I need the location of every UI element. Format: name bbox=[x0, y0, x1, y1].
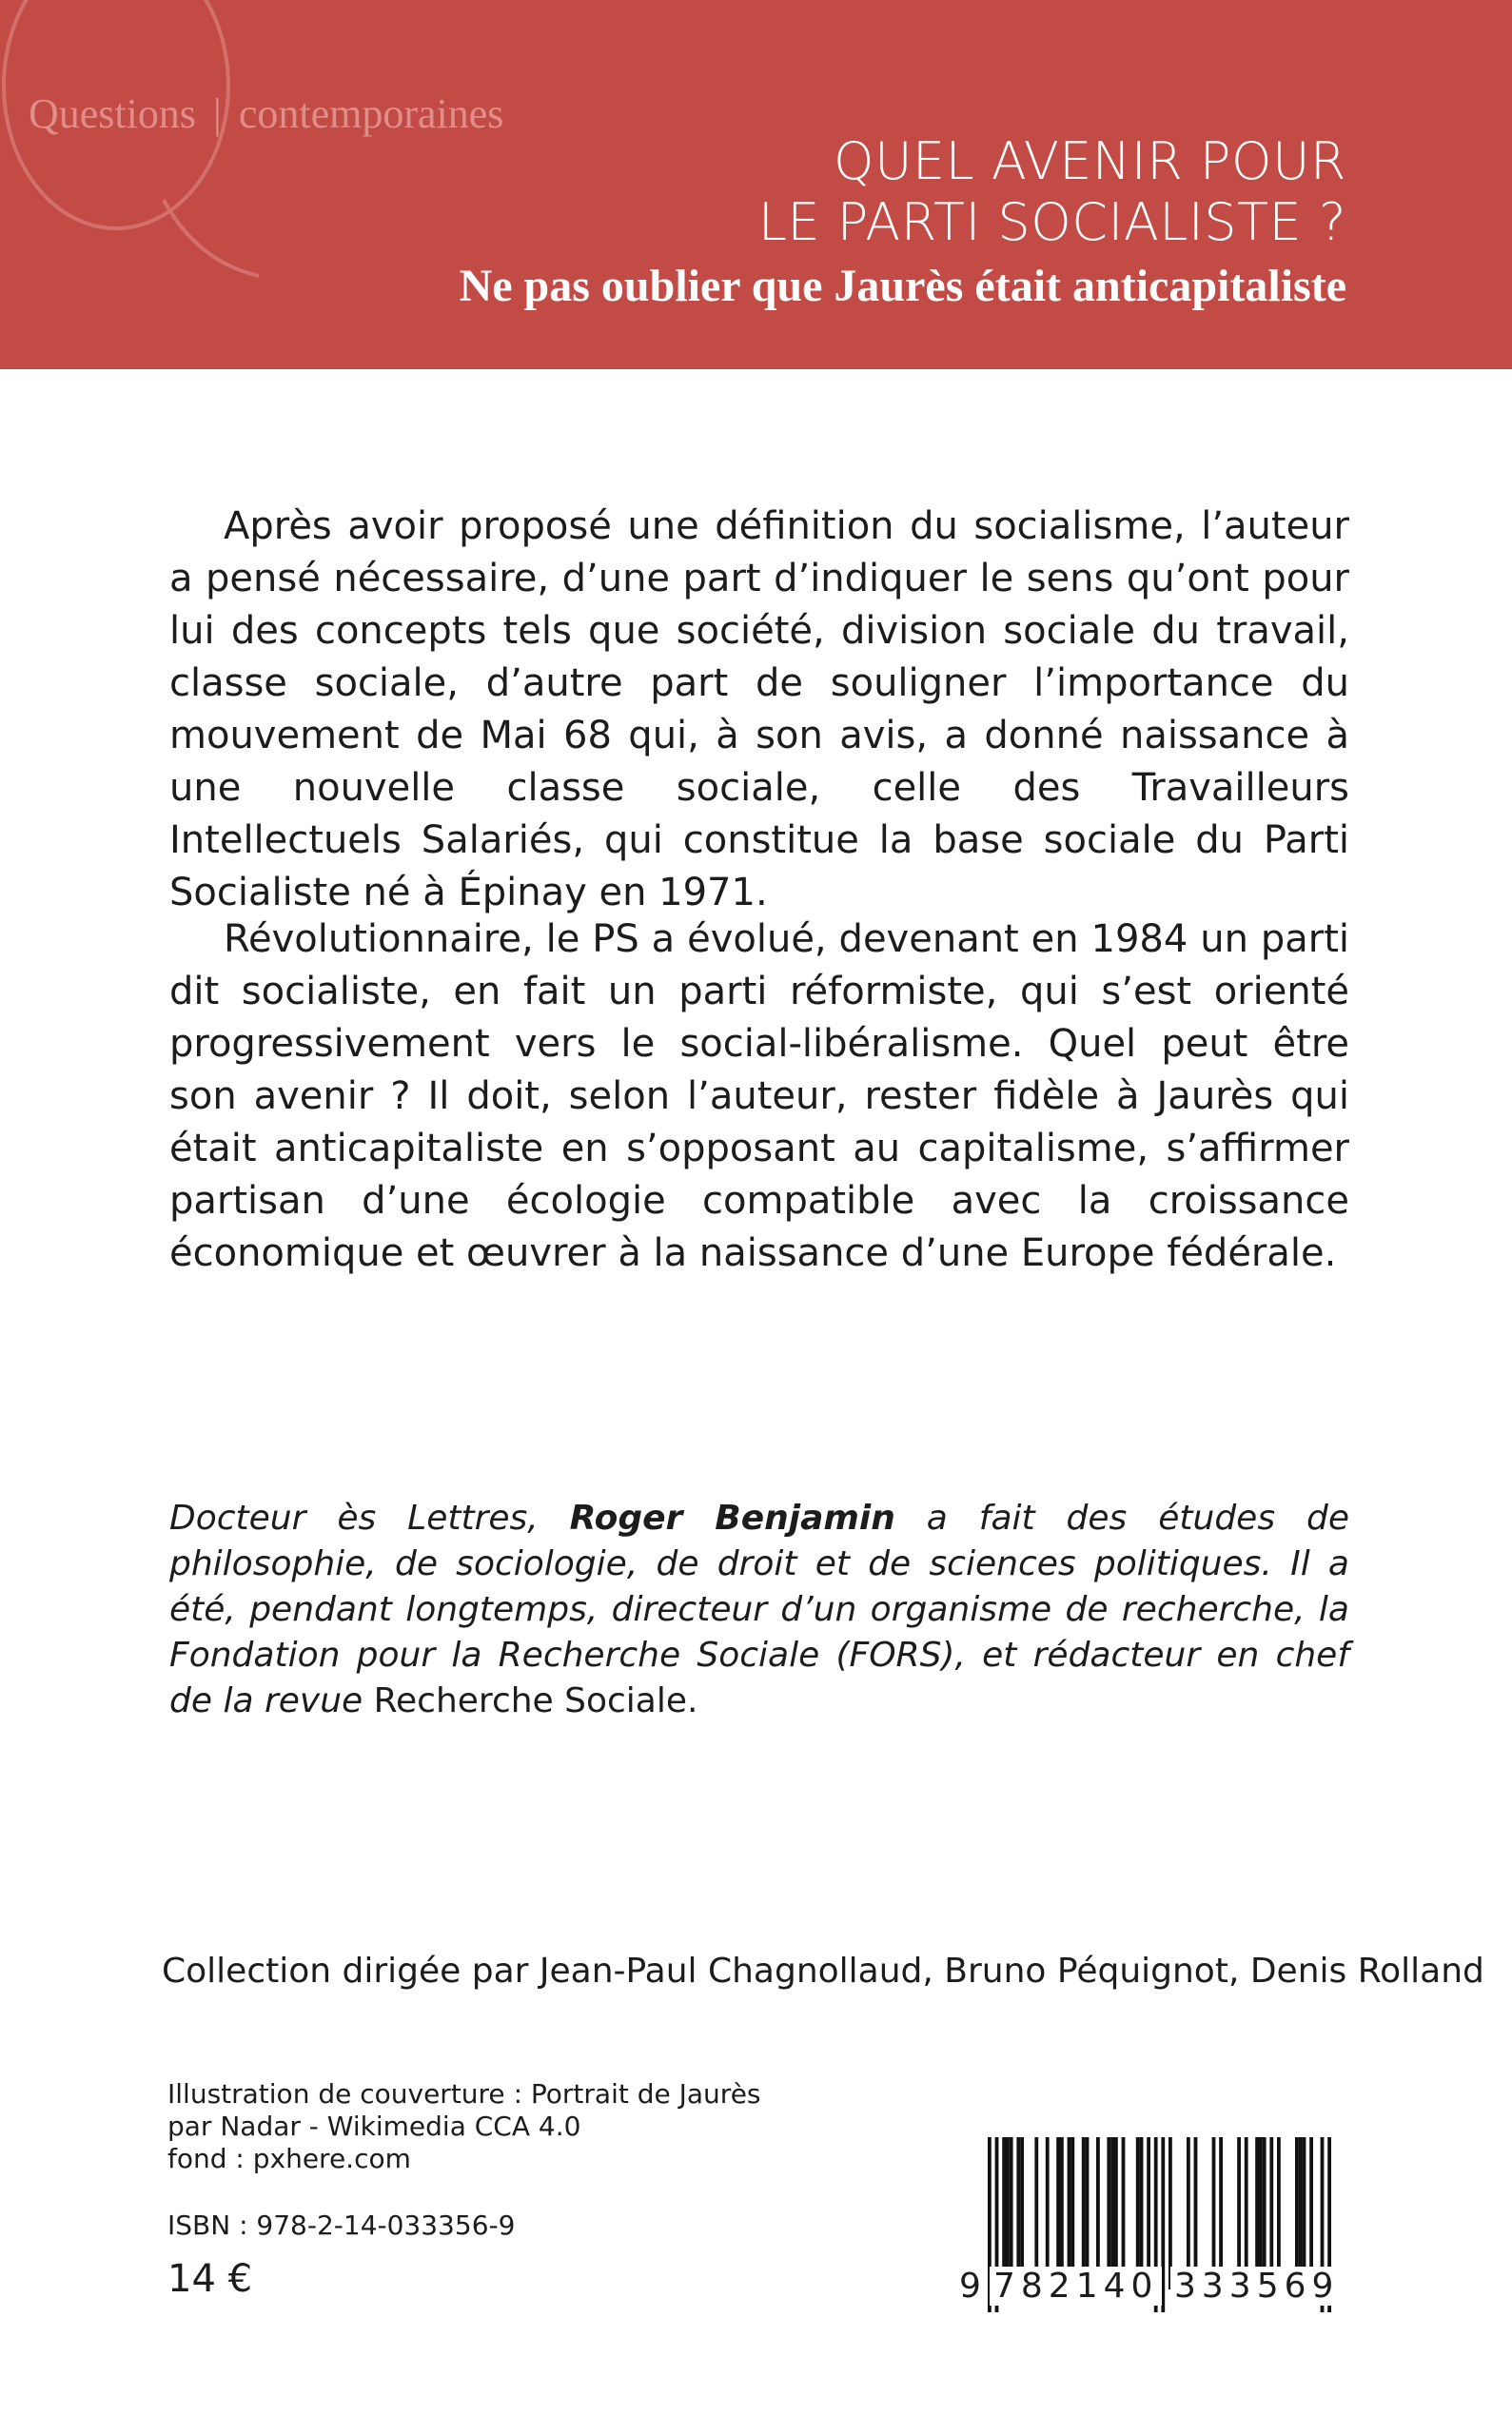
collection-editors: Collection dirigée par Jean-Paul Chagnollaud, Bruno Péquignot, Denis Rolland bbox=[162, 1952, 1484, 1991]
blurb-paragraph-1: Après avoir proposé une définition du socialisme, l’auteur a pensé nécessaire, d’une part d’indiquer le sens qu’ont pour lui des concepts tels que société, division sociale du travail, classe sociale, d’autre part de souligner l’importance du mouvement de Mai 68 qui, à son avis, a donné naissance à une nouvelle classe sociale, celle des Travailleurs Intellectuels Salariés, qui constitue la base sociale du Parti Socialiste né à Épinay en 1971. bbox=[169, 504, 1349, 914]
series-word-contemporaines: contemporaines bbox=[238, 90, 504, 137]
journal-name: Recherche Sociale. bbox=[373, 1681, 698, 1720]
isbn-number: ISBN : 978-2-14-033356-9 bbox=[167, 2210, 516, 2241]
series-q-logo bbox=[0, 0, 259, 285]
cover-header-band bbox=[0, 0, 1512, 369]
author-bio-intro: Docteur ès Lettres, bbox=[169, 1499, 570, 1538]
credit-line-2: par Nadar - Wikimedia CCA 4.0 bbox=[167, 2111, 581, 2142]
series-divider: | bbox=[213, 90, 222, 137]
barcode-digits bbox=[959, 2267, 1353, 2320]
series-name bbox=[29, 89, 503, 138]
book-title-line-2: LE PARTI SOCIALISTE ? bbox=[757, 192, 1346, 252]
barcode-group-1: 782140 bbox=[990, 2267, 1162, 2306]
book-subtitle: Ne pas oublier que Jaurès était anticapitaliste bbox=[459, 261, 1346, 311]
book-price: 14 € bbox=[167, 2257, 253, 2301]
blurb-paragraph-2: Révolutionnaire, le PS a évolué, devenant en 1984 un parti dit socialiste, en fait un parti réformiste, qui s’est orienté progressivement vers le social-libéralisme. Quel peut être son avenir ? Il doit, selon l’auteur, rester fidèle à Jaurès qui était anticapitaliste en s’opposant au capitalisme, s’affirmer partisan d’une écologie compatible avec la croissance économique et œuvrer à la naissance d’une Europe fédérale. bbox=[169, 917, 1349, 1275]
series-word-questions: Questions bbox=[29, 90, 196, 137]
barcode-group-2: 333569 bbox=[1170, 2267, 1343, 2306]
book-title-line-1: QUEL AVENIR POUR bbox=[833, 131, 1346, 191]
cover-credits bbox=[167, 2078, 761, 2175]
credit-line-3: fond : pxhere.com bbox=[167, 2143, 411, 2174]
author-bio-text: a fait des études de philosophie, de sociologie, de droit et de sciences politiques. Il a été, pendant longtemps, directeur d’un organisme de recherche, la Fondation pour la Recherche Sociale (FORS), et rédacteur en chef de la revue bbox=[169, 1499, 1349, 1720]
book-title-block bbox=[460, 131, 1346, 314]
credit-line-1: Illustration de couverture : Portrait de Jaurès bbox=[167, 2078, 761, 2110]
author-bio bbox=[169, 1496, 1349, 1724]
author-name: Roger Benjamin bbox=[569, 1499, 895, 1538]
barcode-lead-digit: 9 bbox=[959, 2267, 981, 2306]
